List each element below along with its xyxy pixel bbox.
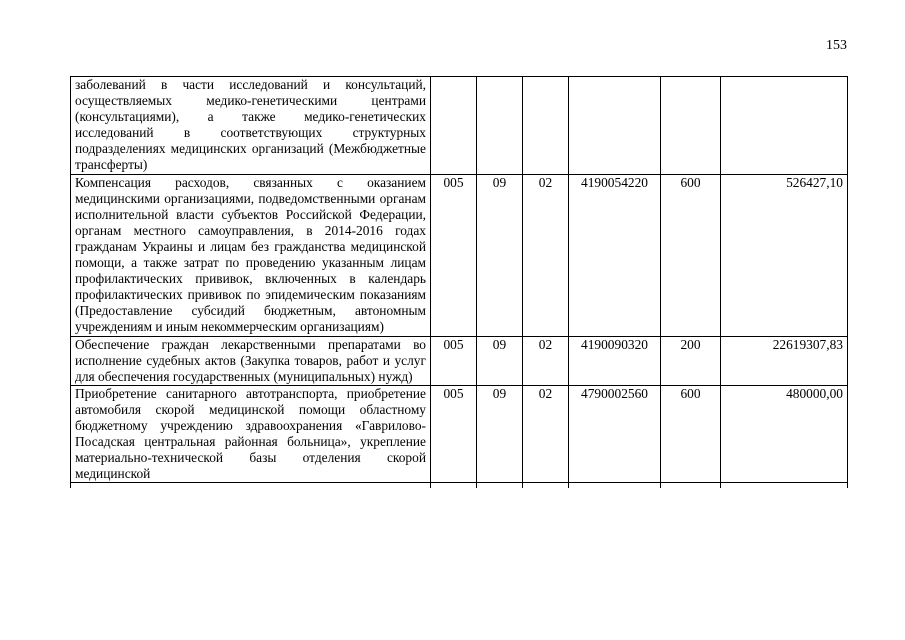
page-number: 153 [826, 38, 847, 53]
table-row [71, 77, 848, 175]
row-description: Приобретение санитарного автотранспорта, приобретение автомобиля скорой медицинской помощи областному бюджетному учреждению здравоохранения «Гаврилово-Посадская центральная районная больница», укрепление материально-технической базы отделения скорой медицинской [71, 385, 431, 483]
subsection-code [523, 77, 569, 175]
expense-type-code: 600 [661, 385, 721, 483]
section-code: 09 [477, 385, 523, 483]
subsection-code: 02 [523, 385, 569, 483]
section-code: 09 [477, 336, 523, 385]
target-article-code [569, 77, 661, 175]
amount: 22619307,83 [721, 336, 848, 385]
section-code: 09 [477, 174, 523, 336]
table-row-continuation [71, 483, 848, 489]
expense-type-code: 600 [661, 174, 721, 336]
row-description: заболеваний в части исследований и консультаций, осуществляемых медико-генетическими центрами (консультациями), а также медико-генетических исследований в соответствующих структурных подразделениях медицинских организаций (Межбюджетные трансферты) [71, 77, 431, 175]
section-code [477, 77, 523, 175]
table-row [71, 385, 848, 483]
budget-table [70, 76, 848, 488]
table-row [71, 174, 848, 336]
ministry-code: 005 [431, 385, 477, 483]
subsection-code: 02 [523, 336, 569, 385]
amount: 526427,10 [721, 174, 848, 336]
table-row [71, 336, 848, 385]
target-article-code: 4190090320 [569, 336, 661, 385]
ministry-code: 005 [431, 336, 477, 385]
expense-type-code: 200 [661, 336, 721, 385]
amount [721, 77, 848, 175]
row-description: Обеспечение граждан лекарственными препаратами во исполнение судебных актов (Закупка товаров, работ и услуг для обеспечения государственных (муниципальных) нужд) [71, 336, 431, 385]
target-article-code: 4190054220 [569, 174, 661, 336]
amount: 480000,00 [721, 385, 848, 483]
target-article-code: 4790002560 [569, 385, 661, 483]
row-description: Компенсация расходов, связанных с оказанием медицинскими организациями, подведомственными органам исполнительной власти субъектов Российской Федерации, органам местного самоуправления, в 2014-2016 годах гражданам Украины и лицам без гражданства медицинской помощи, а также затрат по проведению указанным лицам профилактических прививок, включенных в календарь профилактических прививок по эпидемическим показаниям (Предоставление субсидий бюджетным, автономным учреждениям и иным некоммерческим организациям) [71, 174, 431, 336]
expense-type-code [661, 77, 721, 175]
subsection-code: 02 [523, 174, 569, 336]
ministry-code [431, 77, 477, 175]
ministry-code: 005 [431, 174, 477, 336]
